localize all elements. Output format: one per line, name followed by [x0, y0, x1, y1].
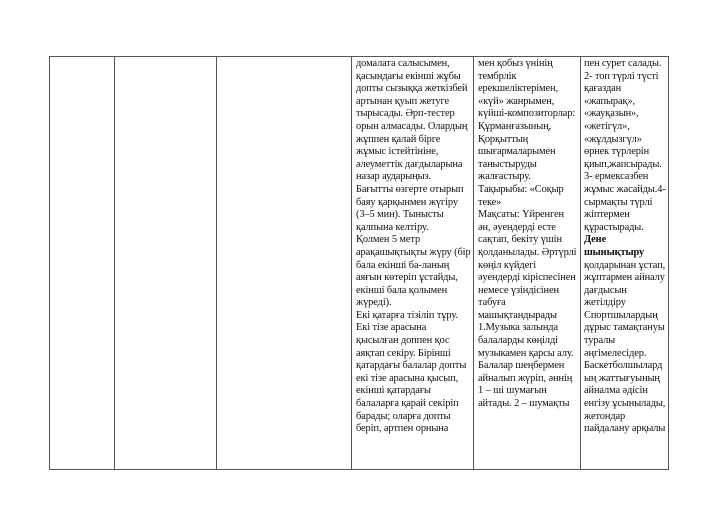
table-cell-col2 — [115, 57, 217, 470]
table-cell-col4 — [352, 57, 474, 470]
section-heading: Дене шынықтыру — [584, 234, 645, 258]
table-cell-col6 — [581, 57, 669, 470]
art-activity-text: пен сурет салады. 2- топ түрлі түсті қағаздан «жапырақ», «жауқазын», «жетігүл», «жұлдызгүл» өрнек түрлерін қиып,жапсырады. 3- ермексазбен жұмыс жасайды.4-сырмақты түрлі жіптермен құрастырады. — [584, 58, 666, 233]
cell-col6-content — [581, 57, 668, 436]
lesson-plan-table — [49, 56, 669, 470]
music-activity-text: мен қобыз үнінің тембрлік ерекшеліктерімен, «күй» жанрымен, күйші-композиторлар: Құрманғазының, Қорқыттың шығармаларымен таныстыруды жалғастыру. Тақырыбы: «Соқыр теке» Мақсаты: Үйренген ән, әуендерді есте сақтап, бекіту үшін қолданылады. Әртүрлі көңіл күйдегі әуендерді кіріспесінен немесе үзіндісінен табуға машықтандырады 1.Музыка залында балаларды көңілді музыкамен қарсы алу. Балалар шеңбермен айналып жүріп, әннің 1 – ші шумағын айтады. 2 – шумақты — [478, 58, 577, 410]
table-cell-col3 — [217, 57, 352, 470]
table-cell-col1 — [50, 57, 115, 470]
table-cell-col5 — [474, 57, 581, 470]
table-row — [50, 57, 669, 470]
physical-activity-text: домалата салысымен, қасындағы екінші жұбы допты сызыққа жеткізбей артынан қуып жетуге тырысады. Әрп-тестер орын алмасады. Олардың жұппен қалай бірге жұмыс істейтініне, әлеуметтік дағдыларына назар аударыңыз. Бағытты өзгерте отырып баяу қарқынмен жүгіру (3–5 мин). Тынысты қалпына келтіру. Қолмен 5 метр арақашықтықты жүру (бір бала екінші ба-ланың аяғын көтеріп ұстайды, екінші бала қолымен жүреді). Екі қатарға тізіліп тұру. Екі тізе арасына қысылған доппен қос аяқтап секіру. Бірінші қатардағы балалар допты екі тізе арасына қысып, екінші қатардағы балаларға қарай секіріп барады; оларға допты беріп, артпен орнына — [356, 58, 471, 435]
sport-activity-text: қолдарынан ұстап, жұптармен айналу дағдысын жетілдіру Спортшылардың дұрыс тамақтануы туралы әңгімелесідер. Баскетболшылард ың жаттығуының айналма әдісін енгізу ұсынылады, жетондар пайдалану арқылы — [584, 259, 666, 435]
